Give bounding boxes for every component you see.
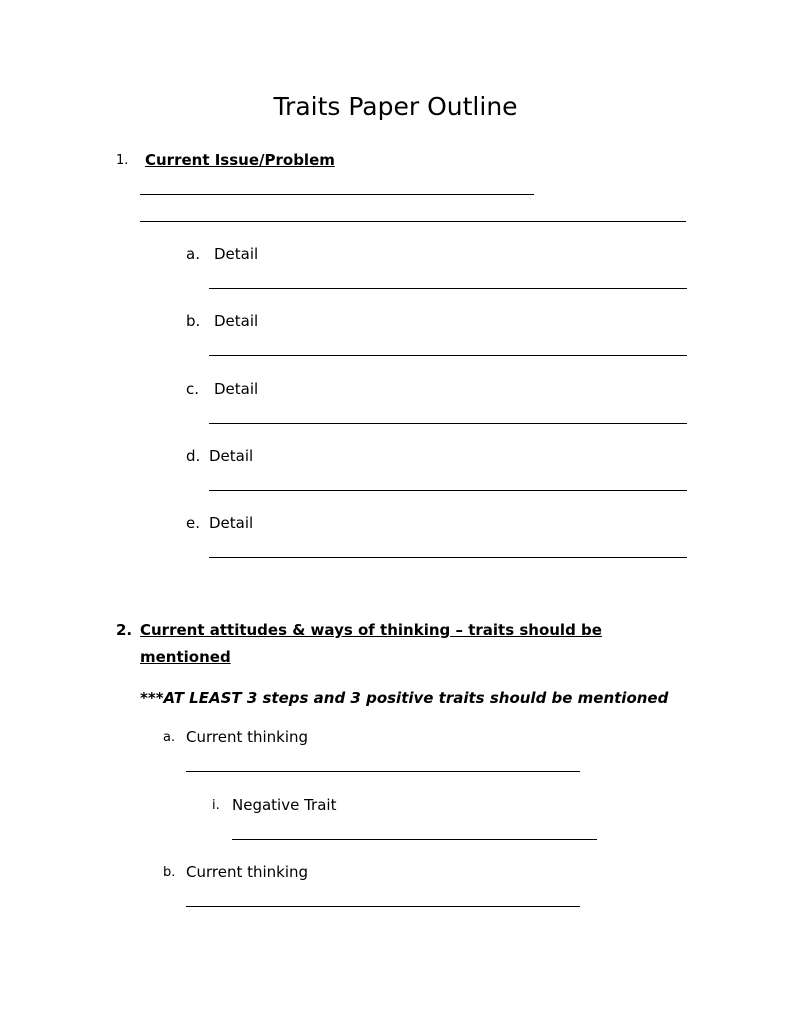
section-1-heading: Current Issue/Problem xyxy=(145,151,335,169)
detail-c-marker: c. xyxy=(186,380,200,398)
section-1-number: 1. xyxy=(116,153,129,168)
detail-b-label: Detail xyxy=(214,312,259,330)
detail-d-label: Detail xyxy=(209,447,254,465)
item-b-marker: b. xyxy=(163,865,176,880)
item-b-line xyxy=(186,906,580,907)
item-a-label: Current thinking xyxy=(186,728,309,746)
note-prefix: *** xyxy=(140,689,164,707)
item-i-label: Negative Trait xyxy=(232,796,337,814)
detail-a-line xyxy=(209,288,687,289)
note-text: AT LEAST 3 steps and 3 positive traits should be mentioned xyxy=(163,689,669,707)
section-2-heading-line-1: Current attitudes & ways of thinking – traits should be xyxy=(140,621,602,639)
detail-d-line xyxy=(209,490,687,491)
detail-d-marker: d. xyxy=(186,447,201,465)
detail-b-marker: b. xyxy=(186,312,201,330)
item-a-marker: a. xyxy=(163,730,176,745)
answer-line xyxy=(140,194,534,195)
answer-line xyxy=(140,221,686,222)
item-b-label: Current thinking xyxy=(186,863,309,881)
detail-e-label: Detail xyxy=(209,514,254,532)
detail-e-marker: e. xyxy=(186,514,200,532)
item-i-line xyxy=(232,839,597,840)
item-i-marker: i. xyxy=(212,798,220,813)
item-a-line xyxy=(186,771,580,772)
detail-c-label: Detail xyxy=(214,380,259,398)
detail-c-line xyxy=(209,423,687,424)
detail-a-label: Detail xyxy=(214,245,259,263)
section-2-heading-line-2: mentioned xyxy=(140,648,231,666)
page-title: Traits Paper Outline xyxy=(273,92,518,121)
detail-b-line xyxy=(209,355,687,356)
section-2-number: 2. xyxy=(116,621,133,639)
detail-e-line xyxy=(209,557,687,558)
detail-a-marker: a. xyxy=(186,245,200,263)
requirement-note xyxy=(140,688,668,707)
